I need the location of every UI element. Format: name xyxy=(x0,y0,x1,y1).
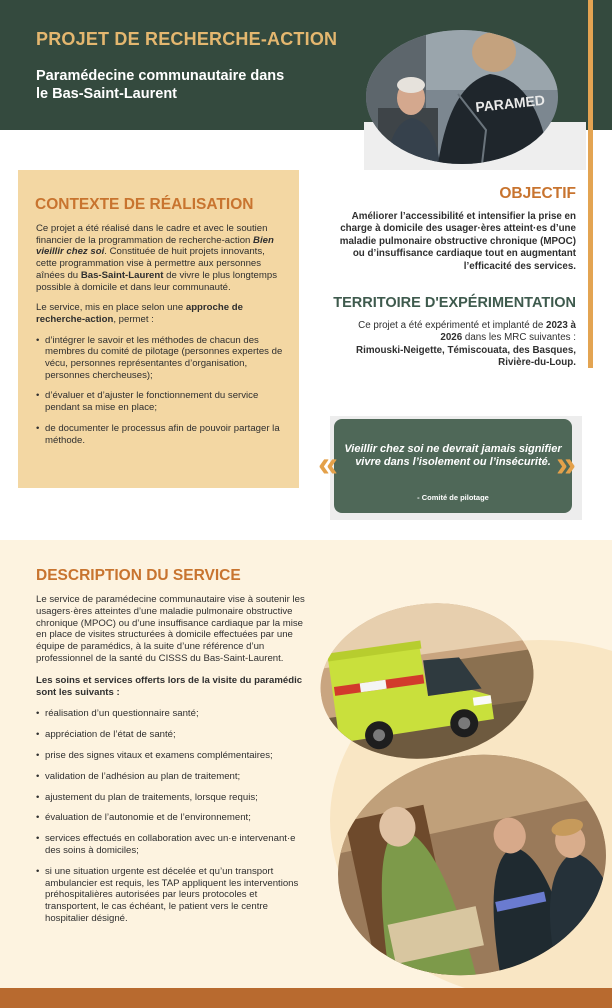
list-item: • évaluation de l’autonomie et de l’environnement; xyxy=(36,812,312,824)
list-item: • si une situation urgente est décelée et qu’un transport ambulancier est requis, les TAP appliquent les interventions préhospitalières autorisées par leurs protocoles et transportent, le cas échéant, le patient vers le centre hospitalier désigné. xyxy=(36,866,312,925)
list-item: • validation de l’adhésion au plan de traitement; xyxy=(36,771,312,783)
quote-box xyxy=(334,419,572,513)
contexte-body xyxy=(36,223,288,455)
list-item: • appréciation de l’état de santé; xyxy=(36,729,312,741)
program-name: Bien vieillir chez soi xyxy=(36,234,274,258)
header-subtitle: Paramédecine communautaire dans le Bas-Saint-Laurent xyxy=(36,68,285,102)
region-name: Bas-Saint-Laurent xyxy=(80,269,164,281)
contexte-paragraph-1 xyxy=(36,223,288,293)
contexte-text: Ce projet a été réalisé dans le cadre et avec le soutien financier de la programmation de recherche-action xyxy=(36,223,268,246)
territoire-text-part: dans les MRC suivantes : xyxy=(462,332,576,344)
territoire-text-part: Ce projet a été expérimenté et implanté de xyxy=(358,320,547,331)
contexte-paragraph-2 xyxy=(36,302,288,325)
description-intro: Le service de paramédecine communautaire vise à soutenir les usagers·ères atteintes d’une maladie pulmonaire obstructive chronique (MPOC) ou d’une insuffisance cardiaque par la mise en place de visites structurées à domicile effectuées par une équipe de paramédics, à la suite d’une référence d’un professionnel de la santé du CISSS du Bas-Saint-Laurent. xyxy=(36,594,305,664)
list-item: • de documenter le processus afin de pouvoir partager la méthode. xyxy=(36,423,288,446)
paramed-jacket-text: PARAMED xyxy=(474,91,546,115)
territoire-mrc-list: Rimouski-Neigette, Témiscouata, des Basques, Rivière-du-Loup. xyxy=(356,344,576,369)
territoire-text xyxy=(336,320,576,370)
objectif-text: Améliorer l’accessibilité et intensifier la prise en charge à domicile des usager·ères atteint·es d’une maladie pulmonaire obstructive chronique (MPOC) ou d’insuffisance cardiaque tout en augmentant l’efficacité des services. xyxy=(339,211,576,272)
right-quote-chevron-icon: » xyxy=(556,443,577,484)
description-title: DESCRIPTION DU SERVICE xyxy=(36,567,241,584)
territoire-years: 2023 à 2026 xyxy=(440,320,576,344)
list-item: • d’évaluer et d’ajuster le fonctionnement du service pendant sa mise en place; xyxy=(36,390,288,413)
footer-bar xyxy=(0,988,612,1008)
list-item: • ajustement du plan de traitements, lorsque requis; xyxy=(36,792,312,804)
description-body xyxy=(36,594,312,934)
paramedic-home-visit-photo xyxy=(366,30,558,164)
approach-name: approche de recherche-action xyxy=(36,302,243,325)
left-quote-chevron-icon: « xyxy=(318,443,339,484)
list-item: • prise des signes vitaux et examens complémentaires; xyxy=(36,750,312,762)
territoire-title: TERRITOIRE D'EXPÉRIMENTATION xyxy=(333,295,576,311)
contexte-box xyxy=(18,170,299,488)
header-title: PROJET DE RECHERCHE-ACTION xyxy=(36,29,338,49)
contexte-list xyxy=(36,335,288,447)
description-lead: Les soins et services offerts lors de la visite du paramédic sont les suivants : xyxy=(36,674,303,698)
contexte-text: . Constituée de huit projets innovants, cette programmation vise à permettre aux personnes aînées du xyxy=(36,246,265,281)
quote-text: Vieillir chez soi ne devrait jamais signifier vivre dans l’isolement ou l’insécurité. xyxy=(344,443,562,468)
services-list xyxy=(36,708,312,924)
contexte-title: CONTEXTE DE RÉALISATION xyxy=(35,196,254,213)
contexte-text: de vivre le plus longtemps possible à domicile et dans leur communauté. xyxy=(36,269,278,293)
quote-source: - Comité de pilotage xyxy=(417,493,489,502)
list-item: • réalisation d’un questionnaire santé; xyxy=(36,708,312,720)
objectif-title: OBJECTIF xyxy=(499,185,576,202)
contexte-text: Le service, mis en place selon une xyxy=(36,302,186,314)
list-item: • d’intégrer le savoir et les méthodes de chacun des membres du comité de pilotage (personnes expertes de vécu, personnes représentantes d’organisation, personnes chercheuses); xyxy=(36,335,288,382)
contexte-text: , permet : xyxy=(113,313,154,325)
accent-vertical-line xyxy=(588,0,593,368)
list-item: • services effectués en collaboration avec un·e intervenant·e des soins à domiciles; xyxy=(36,833,312,857)
